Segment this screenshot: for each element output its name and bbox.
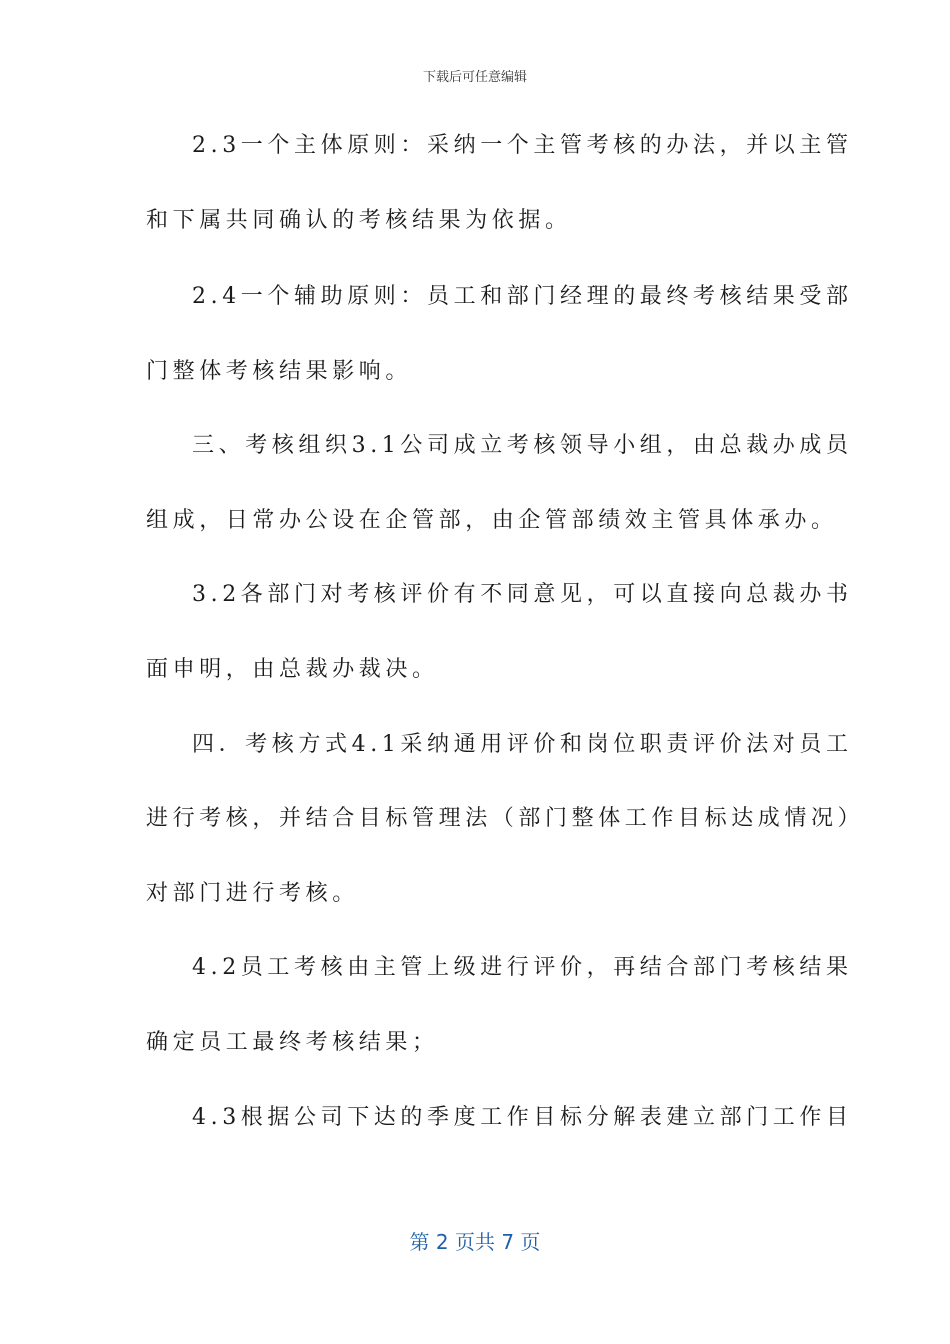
page-header: 下载后可任意编辑 [422, 70, 527, 85]
text-line: 组成，日常办公设在企管部，由企管部绩效主管具体承办。 [146, 508, 838, 533]
text-line: 三、考核组织3.1公司成立考核领导小组，由总裁办成员 [192, 433, 853, 458]
text-line: 面申明，由总裁办裁决。 [146, 657, 439, 682]
text-line: 2.3一个主体原则：采纳一个主管考核的办法，并以主管 [192, 133, 853, 158]
text-line: 3.2各部门对考核评价有不同意见，可以直接向总裁办书 [192, 582, 853, 607]
text-line: 4.2员工考核由主管上级进行评价，再结合部门考核结果 [192, 955, 853, 980]
text-line: 门整体考核结果影响。 [146, 359, 413, 384]
text-line: 对部门进行考核。 [146, 881, 359, 906]
text-line: 2.4一个辅助原则：员工和部门经理的最终考核结果受部 [192, 284, 853, 309]
text-line: 4.3根据公司下达的季度工作目标分解表建立部门工作目 [192, 1105, 853, 1130]
text-line: 确定员工最终考核结果； [146, 1030, 439, 1055]
text-line: 进行考核，并结合目标管理法（部门整体工作目标达成情况） [146, 806, 865, 831]
text-line: 和下属共同确认的考核结果为依据。 [146, 208, 572, 233]
text-line: 四．考核方式4.1采纳通用评价和岗位职责评价法对员工 [192, 732, 853, 757]
page-number-footer: 第 2 页共 7 页 [409, 1230, 541, 1254]
